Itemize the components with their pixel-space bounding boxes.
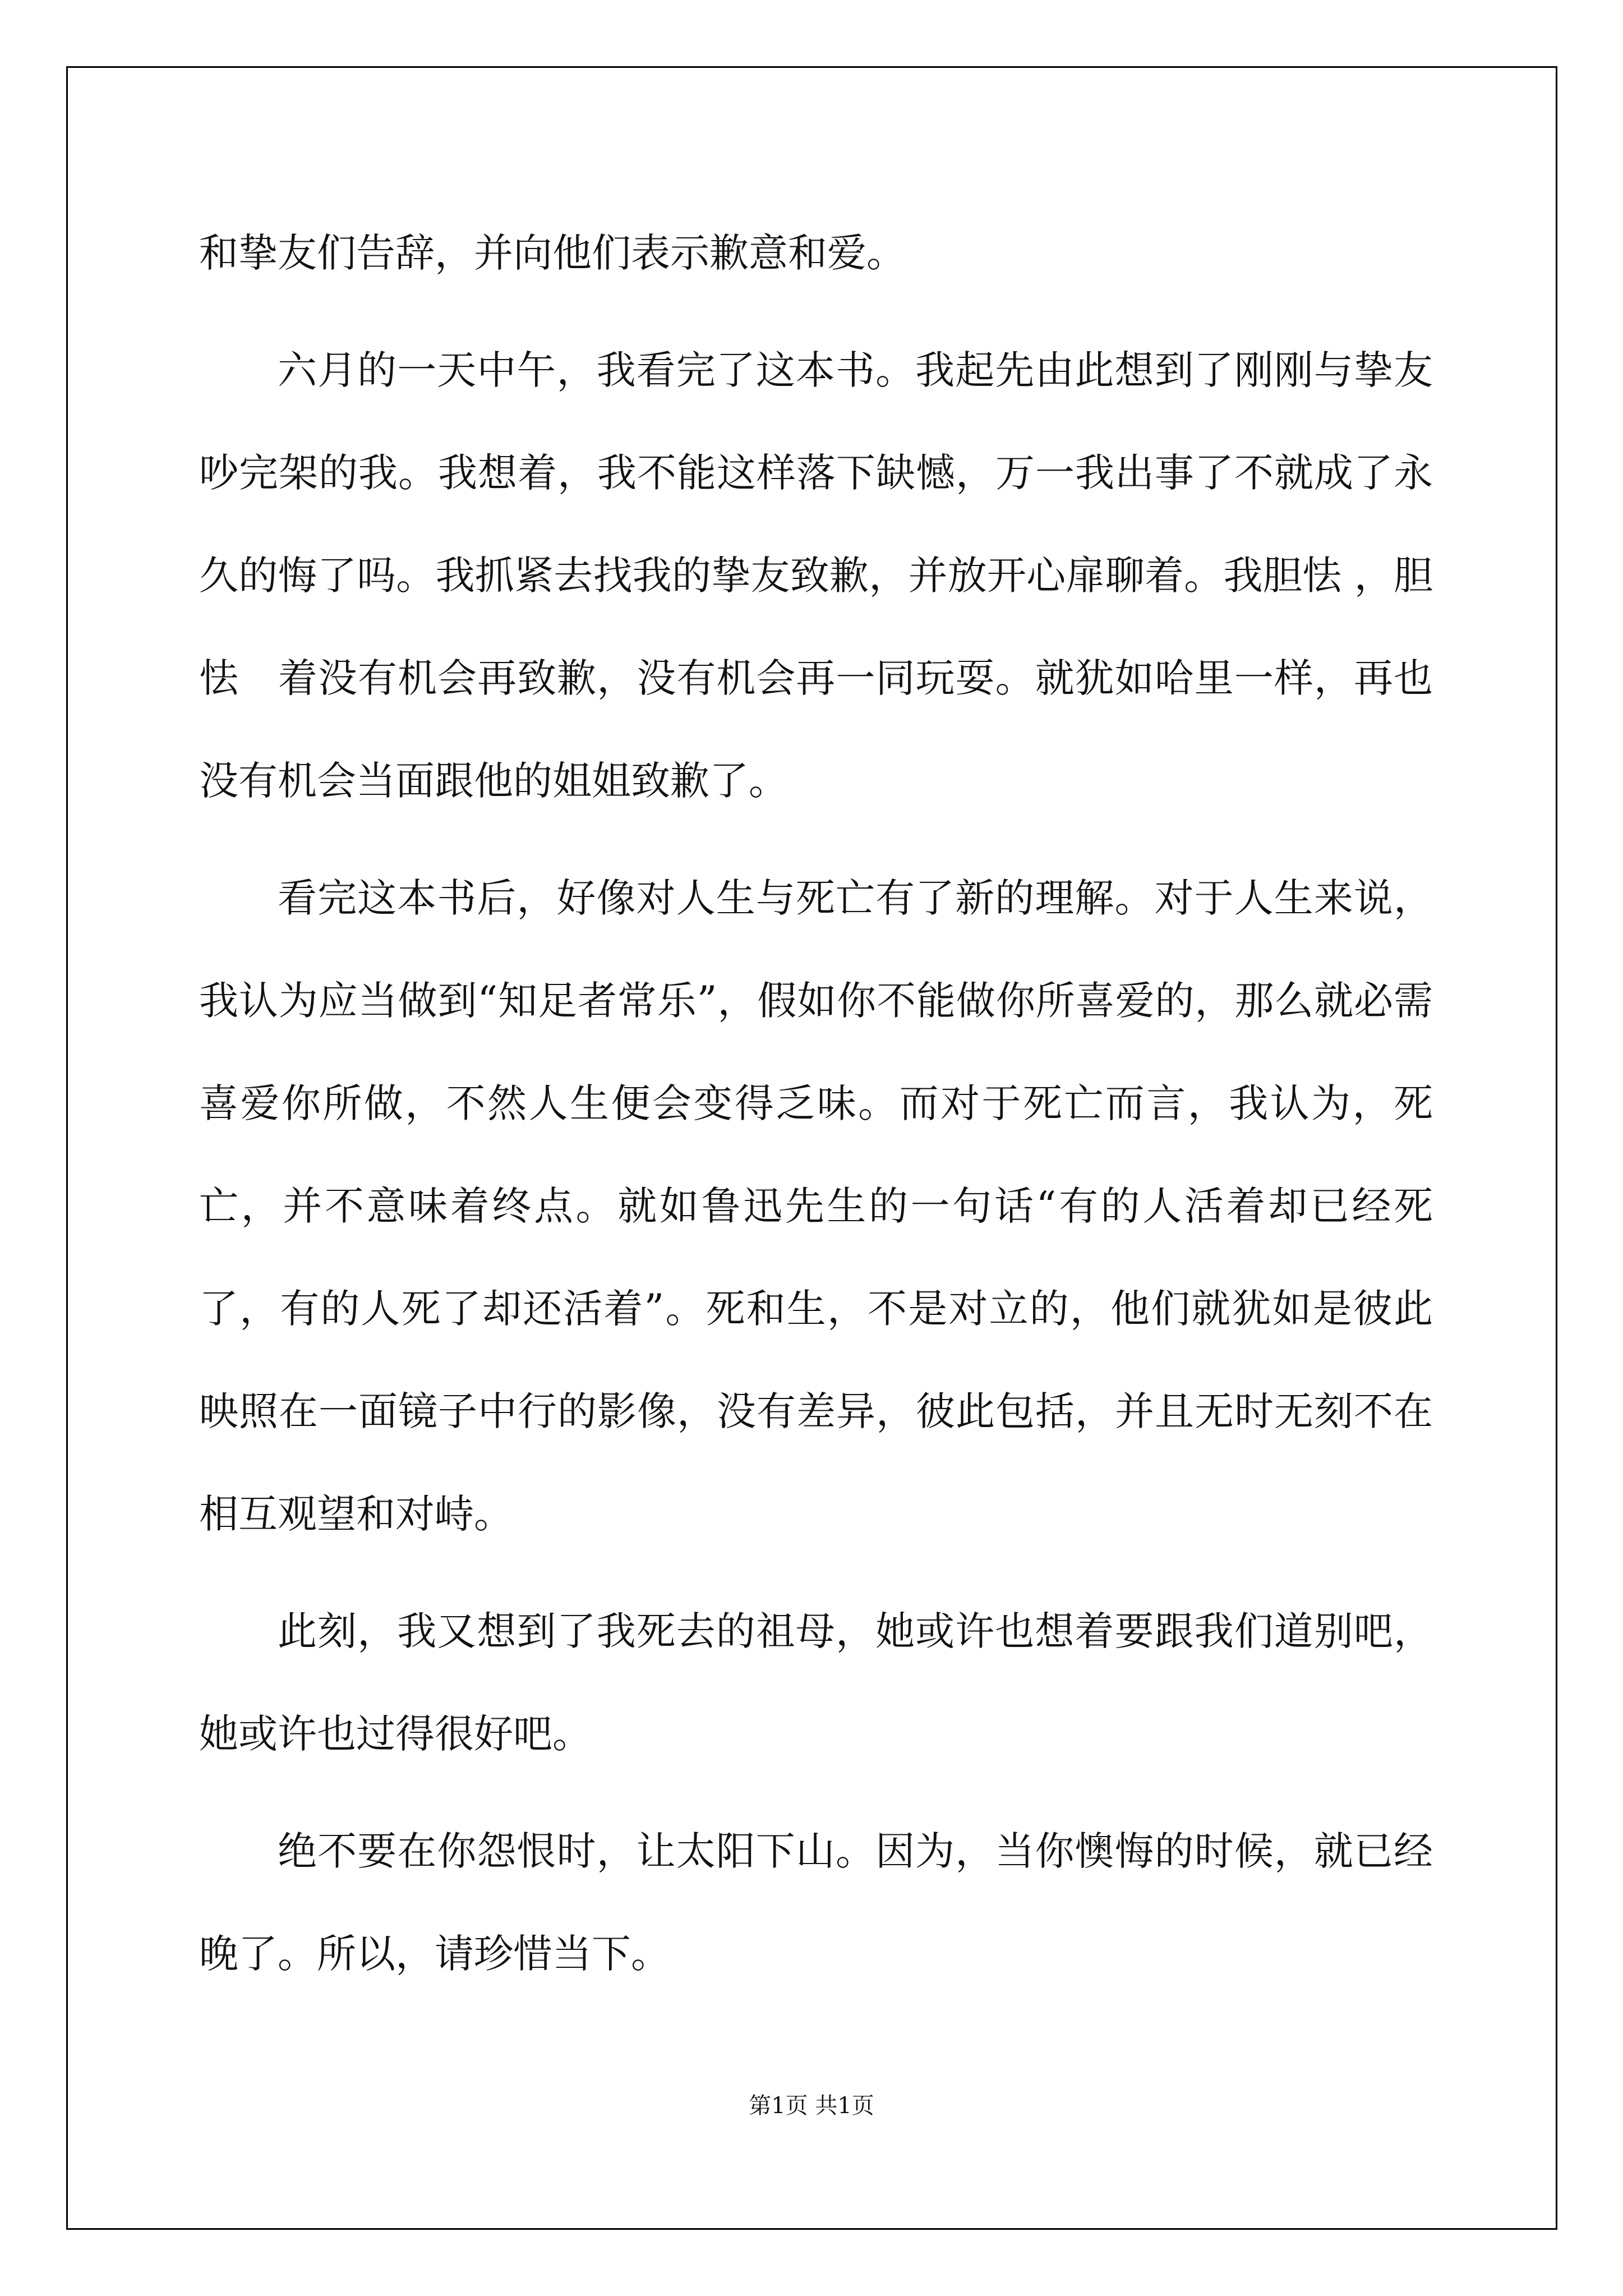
- paragraph-3: 看完这本书后，好像对人生与死亡有了新的理解。对于人生来说，我认为应当做到“知足者常乐”，假如你不能做你所喜爱的，那么就必需喜爱你所做，不然人生便会变得乏味。而对于死亡而言，我认为，死亡，并不意味着终点。就如鲁迅先生的一句话“有的人活着却已经死了，有的人死了却还活着”。死和生，不是对立的，他们就犹如是彼此映照在一面镜子中行的影像，没有差异，彼此包括，并且无时无刻不在相互观望和对峙。: [199, 875, 1433, 1537]
- document-body: [199, 202, 1433, 2020]
- paragraph-2: 六月的一天中午，我看完了这本书。我起先由此想到了刚刚与挚友吵完架的我。我想着，我不能这样落下缺憾，万一我出事了不就成了永久的悔了吗。我抓紧去找我的挚友致歉，并放开心扉聊着。我胆怯 ，胆怯 着没有机会再致歉，没有机会再一同玩耍。就犹如哈里一样，再也没有机会当面跟他的姐姐致歉了。: [199, 347, 1433, 804]
- paragraph-5: 绝不要在你怨恨时，让太阳下山。因为，当你懊悔的时候，就已经晚了。所以，请珍惜当下。: [199, 1828, 1433, 1977]
- paragraph-1: 和挚友们告辞，并向他们表示歉意和爱。: [199, 230, 906, 276]
- page-number-footer: 第1页 共1页: [749, 2093, 874, 2119]
- paragraph-4: 此刻，我又想到了我死去的祖母，她或许也想着要跟我们道别吧，她或许也过得很好吧。: [199, 1608, 1433, 1757]
